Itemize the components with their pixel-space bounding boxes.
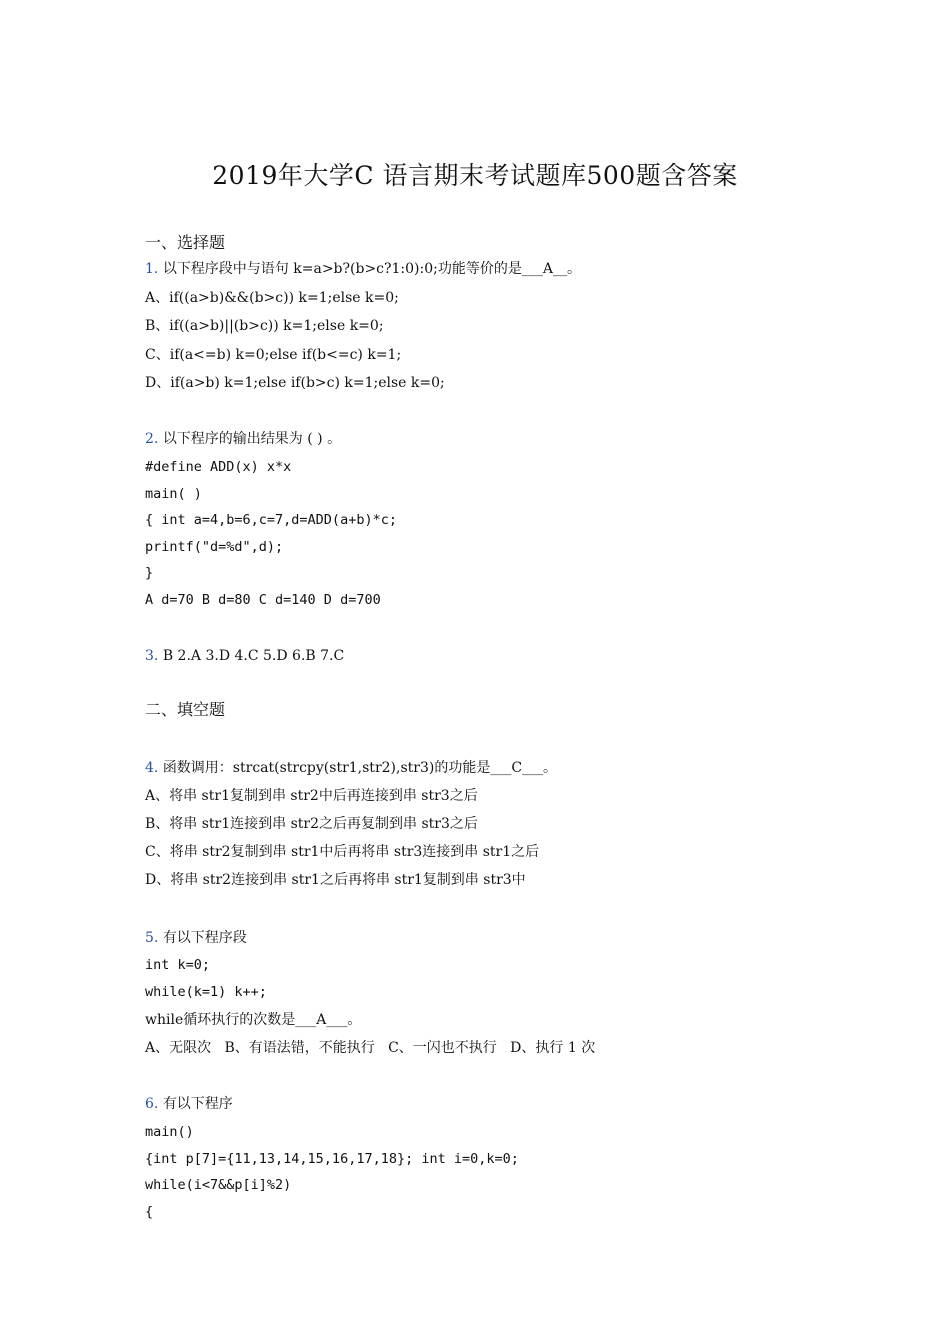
question-6 — [145, 1094, 233, 1114]
question-text: 以下程序的输出结果为 ( ) 。 — [162, 431, 342, 447]
code-line: { — [145, 1204, 154, 1220]
q4-option-b: B、将串 str1连接到串 str2之后再复制到串 str3之后 — [145, 816, 478, 832]
question-3 — [145, 646, 344, 666]
q4-option-d: D、将串 str2连接到串 str1之后再将串 str1复制到串 str3中 — [145, 872, 526, 888]
code-line: } — [145, 565, 154, 581]
code-line: { int a=4,b=6,c=7,d=ADD(a+b)*c; — [145, 512, 397, 528]
q1-option-c: C、if(a<=b) k=0;else if(b<=c) k=1; — [145, 347, 402, 363]
code-line: #define ADD(x) x*x — [145, 459, 292, 475]
question-text: 有以下程序段 — [162, 930, 247, 946]
code-line: printf("d=%d",d); — [145, 539, 284, 555]
q4-option-c: C、将串 str2复制到串 str1中后再将串 str3连接到串 str1之后 — [145, 844, 540, 860]
q4-option-a: A、将串 str1复制到串 str2中后再连接到串 str3之后 — [145, 788, 478, 804]
q5-choices: A、无限次 B、有语法错，不能执行 C、一闪也不执行 D、执行 1 次 — [145, 1040, 596, 1056]
question-number: 5. — [145, 930, 159, 946]
question-number: 4. — [145, 760, 159, 776]
question-text: 有以下程序 — [162, 1096, 233, 1112]
q1-option-d: D、if(a>b) k=1;else if(b>c) k=1;else k=0; — [145, 375, 445, 391]
question-number: 2. — [145, 431, 159, 447]
question-4 — [145, 758, 557, 778]
code-line: main( ) — [145, 486, 202, 502]
q1-option-b: B、if((a>b)||(b>c)) k=1;else k=0; — [145, 318, 384, 334]
question-text: 函数调用：strcat(strcpy(str1,str2),str3)的功能是___C___。 — [162, 760, 558, 776]
question-1 — [145, 259, 581, 279]
q1-option-a: A、if((a>b)&&(b>c)) k=1;else k=0; — [145, 290, 399, 306]
section-heading-choice: 一、选择题 — [145, 233, 226, 252]
q2-choices: A d=70 B d=80 C d=140 D d=700 — [145, 592, 381, 608]
code-line: while(k=1) k++; — [145, 984, 267, 1000]
question-number: 3. — [145, 648, 159, 664]
answer-key: B 2.A 3.D 4.C 5.D 6.B 7.C — [162, 648, 345, 664]
code-line: {int p[7]={11,13,14,15,16,17,18}; int i=0,k=0; — [145, 1151, 519, 1167]
code-line: int k=0; — [145, 957, 211, 973]
page-title: 2019年大学C 语言期末考试题库500题含答案 — [212, 161, 738, 190]
code-line: while(i<7&&p[i]%2) — [145, 1177, 292, 1193]
section-heading-fill: 二、填空题 — [145, 700, 226, 719]
question-text: 以下程序段中与语句 k=a>b?(b>c?1:0):0;功能等价的是___A__。 — [162, 261, 581, 277]
question-number: 6. — [145, 1096, 159, 1112]
question-number: 1. — [145, 261, 159, 277]
question-2 — [145, 429, 341, 449]
code-line: main() — [145, 1124, 194, 1140]
q5-statement: while循环执行的次数是___A___。 — [145, 1012, 362, 1028]
question-5 — [145, 928, 247, 948]
